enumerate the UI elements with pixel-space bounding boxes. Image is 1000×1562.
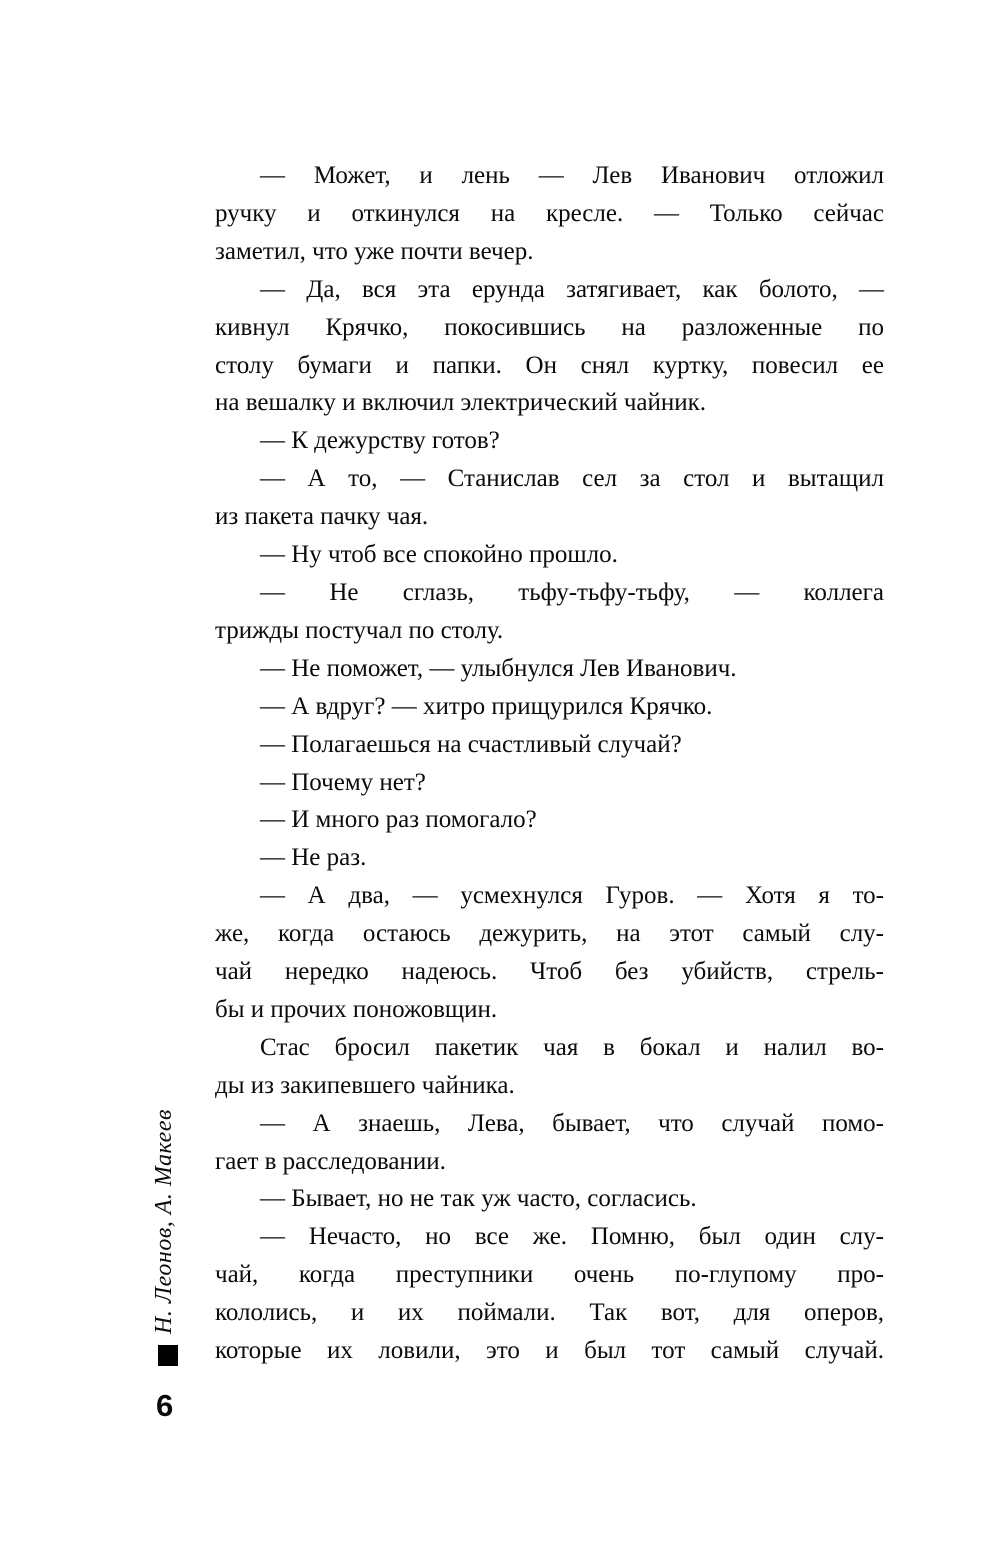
text-line: — Почему нет? <box>260 768 426 796</box>
text-line: — Не поможет, — улыбнулся Лев Иванович. <box>260 654 737 682</box>
page-number: 6 <box>156 1388 174 1423</box>
text-line: — Нечасто, но все же. Помню, был один слу- <box>260 1223 884 1251</box>
text-line: заметил, что уже почти вечер. <box>215 237 534 265</box>
text-line: — Бывает, но не так уж часто, согласись. <box>260 1185 697 1213</box>
text-line: — Ну чтоб все спокойно прошло. <box>260 541 618 569</box>
text-line: — А то, — Станислав сел за стол и вытащил <box>260 465 884 493</box>
text-line: — Может, и лень — Лев Иванович отложил <box>260 162 884 189</box>
section-marker-square <box>158 1345 178 1366</box>
text-line: — А вдруг? — хитро прищурился Крячко. <box>260 692 713 720</box>
text-line: кивнул Крячко, покосившись на разложенные по <box>215 313 884 341</box>
text-line: кололись, и их поймали. Так вот, для оперов, <box>215 1299 884 1327</box>
text-line: гает в расследовании. <box>215 1147 446 1175</box>
text-line: Стас бросил пакетик чая в бокал и налил во- <box>260 1033 884 1061</box>
text-line: — А знаешь, Лева, бывает, что случай помо- <box>260 1109 884 1137</box>
text-line: — Не раз. <box>260 844 367 872</box>
text-line: которые их ловили, это и был тот самый случай. <box>215 1337 884 1365</box>
text-line: чай, когда преступники очень по-глупому про- <box>215 1261 884 1289</box>
text-line: — А два, — усмехнулся Гуров. — Хотя я то- <box>260 882 884 910</box>
text-line: трижды постучал по столу. <box>215 616 504 644</box>
text-line: чай нередко надеюсь. Чтоб без убийств, стрель- <box>215 958 884 986</box>
text-line: столу бумаги и папки. Он снял куртку, повесил ее <box>215 351 884 379</box>
text-line: ды из закипевшего чайника. <box>215 1071 515 1099</box>
text-line: бы и прочих поножовщин. <box>215 995 498 1023</box>
text-line: на вешалку и включил электрический чайник. <box>215 389 707 417</box>
text-line: же, когда остаюсь дежурить, на этот самый слу- <box>215 920 884 948</box>
text-line: из пакета пачку чая. <box>215 503 429 531</box>
text-line: ручку и откинулся на кресле. — Только сейчас <box>215 199 884 227</box>
text-line: — Не сглазь, тьфу-тьфу-тьфу, — коллега <box>260 578 884 606</box>
authors-sidebar: Н. Леонов, А. Макеев <box>151 1109 177 1334</box>
text-line: — К дежурству готов? <box>260 427 500 455</box>
text-line: — Да, вся эта ерунда затягивает, как болото, — <box>260 275 884 303</box>
text-line: — И много раз помогало? <box>260 806 537 834</box>
page-text <box>215 157 884 1370</box>
text-line: — Полагаешься на счастливый случай? <box>260 730 682 758</box>
